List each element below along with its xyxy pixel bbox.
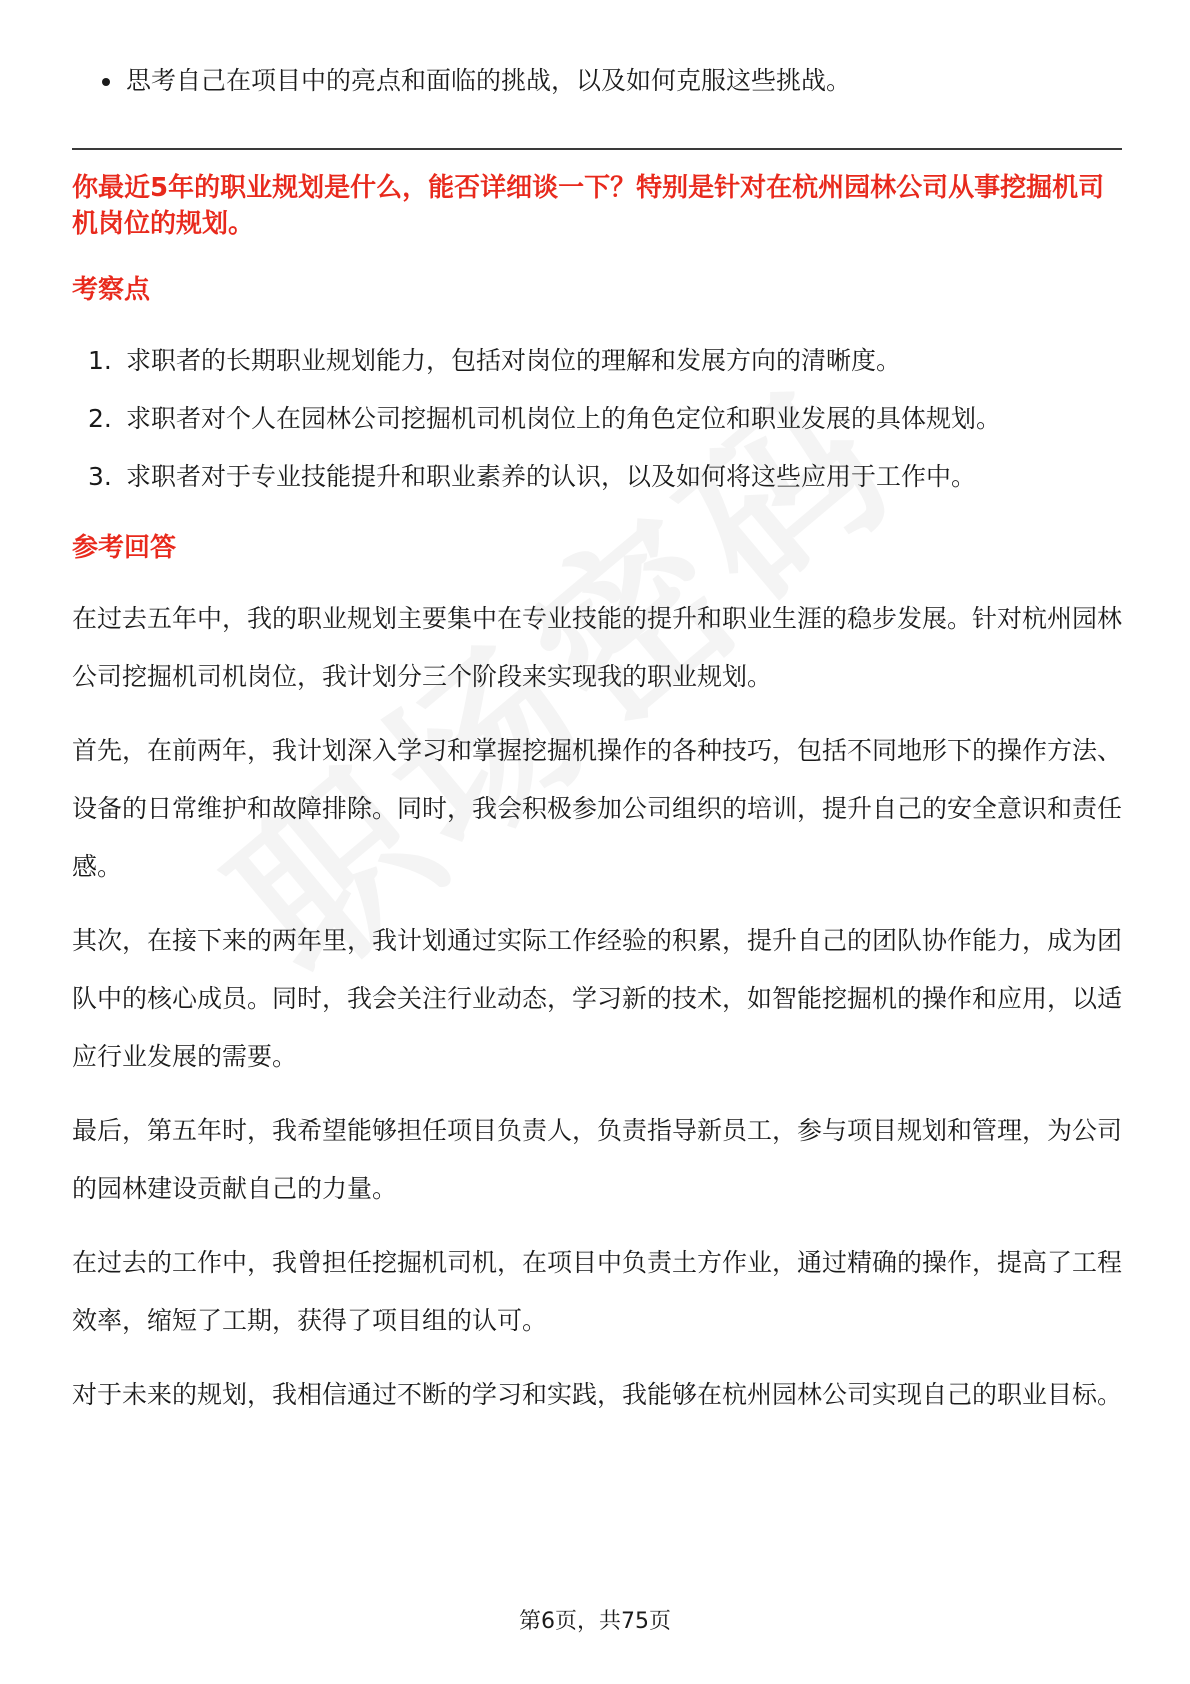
list-number: 3.: [88, 462, 112, 491]
list-item-text: 求职者对个人在园林公司挖掘机司机岗位上的角色定位和职业发展的具体规划。: [126, 404, 1002, 433]
question-heading: 你最近5年的职业规划是什么，能否详细谈一下？特别是针对在杭州园林公司从事挖掘机司机岗位的规划。: [72, 173, 1105, 239]
list-item: [72, 332, 1122, 390]
answer-paragraph: 其次，在接下来的两年里，我计划通过实际工作经验的积累，提升自己的团队协作能力，成为团队中的核心成员。同时，我会关注行业动态，学习新的技术，如智能挖掘机的操作和应用，以适应行业发展的需要。: [72, 926, 1123, 1071]
list-number: 2.: [88, 404, 112, 433]
list-number: 1.: [88, 346, 112, 375]
answer-paragraph: 最后，第五年时，我希望能够担任项目负责人，负责指导新员工，参与项目规划和管理，为公司的园林建设贡献自己的力量。: [72, 1116, 1123, 1203]
list-item: [72, 390, 1122, 448]
bullet-icon: [102, 78, 110, 86]
answer-paragraph: 对于未来的规划，我相信通过不断的学习和实践，我能够在杭州园林公司实现自己的职业目标。: [72, 1380, 1123, 1409]
list-item: [72, 448, 1122, 506]
list-item-text: 求职者的长期职业规划能力，包括对岗位的理解和发展方向的清晰度。: [126, 346, 902, 375]
bullet-text: 思考自己在项目中的亮点和面临的挑战，以及如何克服这些挑战。: [126, 66, 852, 95]
page-content: [72, 52, 1122, 1424]
cankao-title: 参考回答: [72, 533, 177, 563]
page-footer: 第6页，共75页: [519, 1609, 671, 1634]
list-item-text: 求职者对于专业技能提升和职业素养的认识，以及如何将这些应用于工作中。: [126, 462, 977, 491]
top-bullet-list: [72, 52, 1122, 110]
kaochadian-list: [72, 332, 1122, 506]
kaochadian-title: 考察点: [72, 275, 151, 305]
list-item: [72, 52, 1122, 110]
answer-paragraph: 在过去的工作中，我曾担任挖掘机司机，在项目中负责土方作业，通过精确的操作，提高了工程效率，缩短了工期，获得了项目组的认可。: [72, 1248, 1123, 1335]
answer-paragraph: 在过去五年中，我的职业规划主要集中在专业技能的提升和职业生涯的稳步发展。针对杭州园林公司挖掘机司机岗位，我计划分三个阶段来实现我的职业规划。: [72, 604, 1123, 691]
section-divider: [72, 148, 1122, 150]
answer-paragraph: 首先，在前两年，我计划深入学习和掌握挖掘机操作的各种技巧，包括不同地形下的操作方法、设备的日常维护和故障排除。同时，我会积极参加公司组织的培训，提升自己的安全意识和责任感。: [72, 736, 1123, 881]
